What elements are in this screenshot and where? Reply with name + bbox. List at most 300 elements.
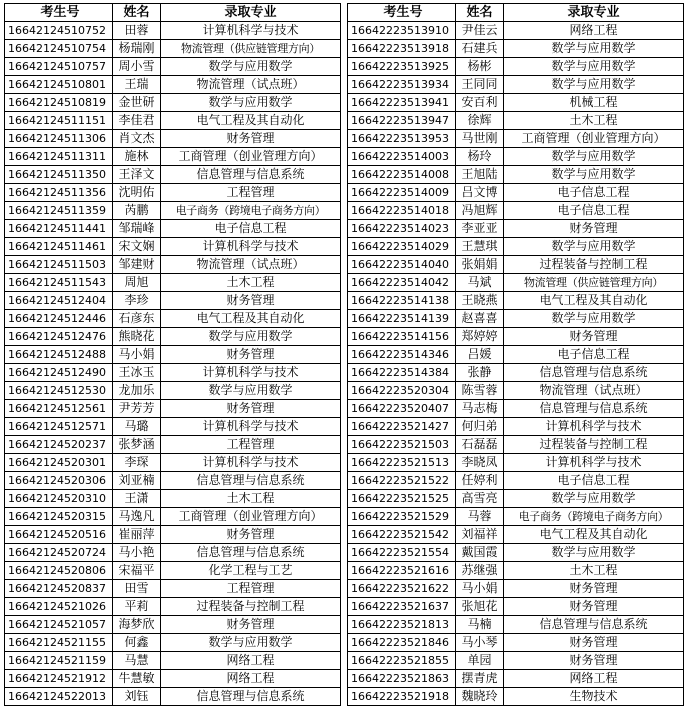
table-row: [5, 292, 684, 310]
major-cell: 信息管理与信息系统: [161, 472, 341, 490]
major-cell: 财务管理: [504, 580, 684, 598]
major-cell: 土木工程: [504, 562, 684, 580]
name-cell: 马楠: [456, 616, 504, 634]
name-cell: 马小娟: [113, 346, 161, 364]
exam-id-cell: 16642124520837: [5, 580, 113, 598]
column-gap: [341, 184, 348, 202]
column-gap: [341, 580, 348, 598]
major-cell: 财务管理: [504, 652, 684, 670]
column-gap: [341, 4, 348, 22]
exam-id-cell: 16642223521846: [348, 634, 456, 652]
major-cell: 土木工程: [504, 112, 684, 130]
name-cell: 海梦欣: [113, 616, 161, 634]
name-cell: 苏继强: [456, 562, 504, 580]
exam-id-cell: 16642124511503: [5, 256, 113, 274]
exam-id-cell: 16642124512561: [5, 400, 113, 418]
name-cell: 芮鹏: [113, 202, 161, 220]
column-gap: [341, 40, 348, 58]
exam-id-cell: 16642223514042: [348, 274, 456, 292]
column-gap: [341, 328, 348, 346]
column-gap: [341, 634, 348, 652]
major-cell: 财务管理: [161, 616, 341, 634]
name-cell: 张旭花: [456, 598, 504, 616]
major-cell: 电子商务（跨境电子商务方向）: [161, 202, 341, 220]
exam-id-cell: 16642223521529: [348, 508, 456, 526]
column-gap: [341, 382, 348, 400]
major-cell: 信息管理与信息系统: [161, 688, 341, 706]
admission-table: [4, 3, 684, 706]
exam-id-cell: 16642124521057: [5, 616, 113, 634]
column-gap: [341, 652, 348, 670]
exam-id-cell: 16642124511151: [5, 112, 113, 130]
major-cell: 数学与应用数学: [161, 94, 341, 112]
header-exam-id-2: 考生号: [348, 4, 456, 22]
name-cell: 王旭陆: [456, 166, 504, 184]
name-cell: 吕文博: [456, 184, 504, 202]
column-gap: [341, 94, 348, 112]
table-row: [5, 418, 684, 436]
major-cell: 数学与应用数学: [504, 76, 684, 94]
table-row: [5, 454, 684, 472]
column-gap: [341, 220, 348, 238]
major-cell: 电子信息工程: [504, 472, 684, 490]
column-gap: [341, 526, 348, 544]
major-cell: 工商管理（创业管理方向）: [161, 148, 341, 166]
major-cell: 计算机科学与技术: [504, 454, 684, 472]
table-row: [5, 400, 684, 418]
name-cell: 牛慧敏: [113, 670, 161, 688]
major-cell: 电子信息工程: [504, 184, 684, 202]
major-cell: 电子信息工程: [161, 220, 341, 238]
table-row: [5, 580, 684, 598]
major-cell: 网络工程: [504, 22, 684, 40]
table-row: [5, 652, 684, 670]
table-row: [5, 544, 684, 562]
major-cell: 数学与应用数学: [161, 634, 341, 652]
major-cell: 生物技术: [504, 688, 684, 706]
major-cell: 电气工程及其自动化: [504, 526, 684, 544]
name-cell: 李珍: [113, 292, 161, 310]
exam-id-cell: 16642223513910: [348, 22, 456, 40]
major-cell: 电气工程及其自动化: [161, 112, 341, 130]
table-row: [5, 310, 684, 328]
exam-id-cell: 16642223521813: [348, 616, 456, 634]
exam-id-cell: 16642223521622: [348, 580, 456, 598]
name-cell: 杨瑞刚: [113, 40, 161, 58]
exam-id-cell: 16642124520310: [5, 490, 113, 508]
exam-id-cell: 16642124511306: [5, 130, 113, 148]
name-cell: 王潇: [113, 490, 161, 508]
exam-id-cell: 16642124512530: [5, 382, 113, 400]
table-row: [5, 256, 684, 274]
name-cell: 龙加乐: [113, 382, 161, 400]
major-cell: 信息管理与信息系统: [504, 400, 684, 418]
exam-id-cell: 16642223521918: [348, 688, 456, 706]
exam-id-cell: 16642223521554: [348, 544, 456, 562]
exam-id-cell: 16642124511356: [5, 184, 113, 202]
major-cell: 数学与应用数学: [504, 40, 684, 58]
major-cell: 计算机科学与技术: [161, 22, 341, 40]
name-cell: 马志梅: [456, 400, 504, 418]
exam-id-cell: 16642124512446: [5, 310, 113, 328]
column-gap: [341, 274, 348, 292]
name-cell: 熊晓花: [113, 328, 161, 346]
exam-id-cell: 16642223514138: [348, 292, 456, 310]
column-gap: [341, 688, 348, 706]
name-cell: 马小艳: [113, 544, 161, 562]
name-cell: 尹佳云: [456, 22, 504, 40]
name-cell: 戴国霞: [456, 544, 504, 562]
major-cell: 计算机科学与技术: [504, 418, 684, 436]
exam-id-cell: 16642223521525: [348, 490, 456, 508]
exam-id-cell: 16642223520407: [348, 400, 456, 418]
name-cell: 杨玲: [456, 148, 504, 166]
name-cell: 肖文杰: [113, 130, 161, 148]
major-cell: 财务管理: [504, 634, 684, 652]
major-cell: 计算机科学与技术: [161, 454, 341, 472]
major-cell: 数学与应用数学: [504, 166, 684, 184]
major-cell: 计算机科学与技术: [161, 418, 341, 436]
exam-id-cell: 16642124511350: [5, 166, 113, 184]
name-cell: 马小娟: [456, 580, 504, 598]
name-cell: 何鑫: [113, 634, 161, 652]
column-gap: [341, 490, 348, 508]
exam-id-cell: 16642223521503: [348, 436, 456, 454]
major-cell: 电气工程及其自动化: [504, 292, 684, 310]
name-cell: 马璐: [113, 418, 161, 436]
table-row: [5, 526, 684, 544]
name-cell: 任婷利: [456, 472, 504, 490]
exam-id-cell: 16642223521513: [348, 454, 456, 472]
exam-id-cell: 16642223521522: [348, 472, 456, 490]
exam-id-cell: 16642223514384: [348, 364, 456, 382]
name-cell: 王慧琪: [456, 238, 504, 256]
major-cell: 土木工程: [161, 490, 341, 508]
name-cell: 李琛: [113, 454, 161, 472]
name-cell: 冯旭辉: [456, 202, 504, 220]
major-cell: 化学工程与工艺: [161, 562, 341, 580]
exam-id-cell: 16642124520306: [5, 472, 113, 490]
name-cell: 邹建财: [113, 256, 161, 274]
major-cell: 物流管理（试点班）: [161, 76, 341, 94]
exam-id-cell: 16642223513947: [348, 112, 456, 130]
table-row: [5, 22, 684, 40]
major-cell: 物流管理（供应链管理方向）: [504, 274, 684, 292]
exam-id-cell: 16642124512404: [5, 292, 113, 310]
major-cell: 网络工程: [161, 670, 341, 688]
table-row: [5, 238, 684, 256]
major-cell: 工程管理: [161, 580, 341, 598]
column-gap: [341, 508, 348, 526]
table-row: [5, 112, 684, 130]
name-cell: 何归弟: [456, 418, 504, 436]
name-cell: 安百利: [456, 94, 504, 112]
column-gap: [341, 238, 348, 256]
name-cell: 邹瑞峰: [113, 220, 161, 238]
table-row: [5, 184, 684, 202]
major-cell: 财务管理: [504, 220, 684, 238]
name-cell: 刘钰: [113, 688, 161, 706]
major-cell: 过程装备与控制工程: [161, 598, 341, 616]
major-cell: 计算机科学与技术: [161, 238, 341, 256]
header-name: 姓名: [113, 4, 161, 22]
name-cell: 王冰玉: [113, 364, 161, 382]
header-exam-id: 考生号: [5, 4, 113, 22]
table-row: [5, 328, 684, 346]
name-cell: 宋文娴: [113, 238, 161, 256]
exam-id-cell: 16642223514009: [348, 184, 456, 202]
exam-id-cell: 16642124521159: [5, 652, 113, 670]
major-cell: 信息管理与信息系统: [161, 544, 341, 562]
major-cell: 数学与应用数学: [161, 58, 341, 76]
exam-id-cell: 16642124520724: [5, 544, 113, 562]
major-cell: 电子信息工程: [504, 202, 684, 220]
major-cell: 计算机科学与技术: [161, 364, 341, 382]
table-row: [5, 382, 684, 400]
exam-id-cell: 16642124520516: [5, 526, 113, 544]
exam-id-cell: 16642124512571: [5, 418, 113, 436]
table-row: [5, 58, 684, 76]
major-cell: 电子商务（跨境电子商务方向）: [504, 508, 684, 526]
table-row: [5, 130, 684, 148]
exam-id-cell: 16642124520301: [5, 454, 113, 472]
name-cell: 石磊磊: [456, 436, 504, 454]
name-cell: 平莉: [113, 598, 161, 616]
name-cell: 郑婷婷: [456, 328, 504, 346]
exam-id-cell: 16642124521912: [5, 670, 113, 688]
table-row: [5, 616, 684, 634]
exam-id-cell: 16642223513953: [348, 130, 456, 148]
name-cell: 马蓉: [456, 508, 504, 526]
table-row: [5, 40, 684, 58]
column-gap: [341, 418, 348, 436]
major-cell: 信息管理与信息系统: [504, 364, 684, 382]
column-gap: [341, 76, 348, 94]
major-cell: 物流管理（试点班）: [504, 382, 684, 400]
column-gap: [341, 616, 348, 634]
name-cell: 徐辉: [456, 112, 504, 130]
column-gap: [341, 22, 348, 40]
name-cell: 高雪亮: [456, 490, 504, 508]
table-row: [5, 490, 684, 508]
major-cell: 数学与应用数学: [504, 490, 684, 508]
column-gap: [341, 58, 348, 76]
table-row: [5, 670, 684, 688]
name-cell: 赵喜喜: [456, 310, 504, 328]
table-row: [5, 508, 684, 526]
exam-id-cell: 16642124511461: [5, 238, 113, 256]
exam-id-cell: 16642223521637: [348, 598, 456, 616]
exam-id-cell: 16642124512476: [5, 328, 113, 346]
name-cell: 张静: [456, 364, 504, 382]
name-cell: 摆青虎: [456, 670, 504, 688]
column-gap: [341, 598, 348, 616]
exam-id-cell: 16642223521616: [348, 562, 456, 580]
name-cell: 陈雪蓉: [456, 382, 504, 400]
name-cell: 王泽文: [113, 166, 161, 184]
name-cell: 单园: [456, 652, 504, 670]
exam-id-cell: 16642223520304: [348, 382, 456, 400]
table-row: [5, 202, 684, 220]
exam-id-cell: 16642223513925: [348, 58, 456, 76]
exam-id-cell: 16642124512490: [5, 364, 113, 382]
name-cell: 田雪: [113, 580, 161, 598]
major-cell: 土木工程: [161, 274, 341, 292]
exam-id-cell: 16642223514003: [348, 148, 456, 166]
name-cell: 田蓉: [113, 22, 161, 40]
table-row: [5, 148, 684, 166]
major-cell: 电气工程及其自动化: [161, 310, 341, 328]
exam-id-cell: 16642124511441: [5, 220, 113, 238]
name-cell: 杨彬: [456, 58, 504, 76]
exam-id-cell: 16642124510754: [5, 40, 113, 58]
major-cell: 财务管理: [161, 400, 341, 418]
major-cell: 信息管理与信息系统: [161, 166, 341, 184]
exam-id-cell: 16642223514018: [348, 202, 456, 220]
name-cell: 王瑞: [113, 76, 161, 94]
name-cell: 石建兵: [456, 40, 504, 58]
table-row: [5, 346, 684, 364]
column-gap: [341, 670, 348, 688]
name-cell: 吕媛: [456, 346, 504, 364]
column-gap: [341, 544, 348, 562]
exam-id-cell: 16642124522013: [5, 688, 113, 706]
major-cell: 财务管理: [504, 328, 684, 346]
exam-id-cell: 16642124521026: [5, 598, 113, 616]
exam-id-cell: 16642124510819: [5, 94, 113, 112]
exam-id-cell: 16642124511543: [5, 274, 113, 292]
major-cell: 财务管理: [161, 292, 341, 310]
header-major: 录取专业: [161, 4, 341, 22]
exam-id-cell: 16642223514008: [348, 166, 456, 184]
table-row: [5, 472, 684, 490]
exam-id-cell: 16642124510801: [5, 76, 113, 94]
table-row: [5, 220, 684, 238]
table-row: [5, 274, 684, 292]
name-cell: 沈明佑: [113, 184, 161, 202]
name-cell: 金世研: [113, 94, 161, 112]
major-cell: 财务管理: [504, 598, 684, 616]
exam-id-cell: 16642124510757: [5, 58, 113, 76]
name-cell: 石彦东: [113, 310, 161, 328]
column-gap: [341, 310, 348, 328]
table-row: [5, 598, 684, 616]
major-cell: 网络工程: [161, 652, 341, 670]
major-cell: 机械工程: [504, 94, 684, 112]
name-cell: 张梦涵: [113, 436, 161, 454]
major-cell: 数学与应用数学: [161, 328, 341, 346]
name-cell: 马慧: [113, 652, 161, 670]
exam-id-cell: 16642124512488: [5, 346, 113, 364]
column-gap: [341, 400, 348, 418]
major-cell: 数学与应用数学: [504, 148, 684, 166]
column-gap: [341, 292, 348, 310]
name-cell: 王同同: [456, 76, 504, 94]
exam-id-cell: 16642223513941: [348, 94, 456, 112]
column-gap: [341, 166, 348, 184]
major-cell: 数学与应用数学: [504, 238, 684, 256]
name-cell: 马小琴: [456, 634, 504, 652]
column-gap: [341, 346, 348, 364]
name-cell: 张娟娟: [456, 256, 504, 274]
name-cell: 马斌: [456, 274, 504, 292]
major-cell: 物流管理（供应链管理方向）: [161, 40, 341, 58]
exam-id-cell: 16642223514029: [348, 238, 456, 256]
name-cell: 魏晓玲: [456, 688, 504, 706]
header-name-2: 姓名: [456, 4, 504, 22]
exam-id-cell: 16642223521855: [348, 652, 456, 670]
table-row: [5, 436, 684, 454]
exam-id-cell: 16642223521427: [348, 418, 456, 436]
name-cell: 李亚亚: [456, 220, 504, 238]
table-row: [5, 634, 684, 652]
header-row: [5, 4, 684, 22]
name-cell: 李佳君: [113, 112, 161, 130]
name-cell: 马逸凡: [113, 508, 161, 526]
major-cell: 电子信息工程: [504, 346, 684, 364]
major-cell: 过程装备与控制工程: [504, 256, 684, 274]
major-cell: 财务管理: [161, 526, 341, 544]
name-cell: 崔丽萍: [113, 526, 161, 544]
column-gap: [341, 454, 348, 472]
major-cell: 数学与应用数学: [504, 58, 684, 76]
exam-id-cell: 16642223521542: [348, 526, 456, 544]
column-gap: [341, 112, 348, 130]
major-cell: 工商管理（创业管理方向）: [504, 130, 684, 148]
exam-id-cell: 16642124520806: [5, 562, 113, 580]
major-cell: 数学与应用数学: [504, 310, 684, 328]
column-gap: [341, 472, 348, 490]
major-cell: 财务管理: [161, 130, 341, 148]
exam-id-cell: 16642223514346: [348, 346, 456, 364]
major-cell: 工程管理: [161, 184, 341, 202]
major-cell: 财务管理: [161, 346, 341, 364]
major-cell: 过程装备与控制工程: [504, 436, 684, 454]
table-row: [5, 364, 684, 382]
exam-id-cell: 16642223514040: [348, 256, 456, 274]
major-cell: 网络工程: [504, 670, 684, 688]
exam-id-cell: 16642124520315: [5, 508, 113, 526]
column-gap: [341, 130, 348, 148]
exam-id-cell: 16642223513918: [348, 40, 456, 58]
major-cell: 工程管理: [161, 436, 341, 454]
exam-id-cell: 16642124521155: [5, 634, 113, 652]
exam-id-cell: 16642223521863: [348, 670, 456, 688]
table-row: [5, 76, 684, 94]
exam-id-cell: 16642124511359: [5, 202, 113, 220]
name-cell: 宋福平: [113, 562, 161, 580]
name-cell: 周小雪: [113, 58, 161, 76]
column-gap: [341, 436, 348, 454]
column-gap: [341, 148, 348, 166]
column-gap: [341, 364, 348, 382]
table-row: [5, 562, 684, 580]
exam-id-cell: 16642223514139: [348, 310, 456, 328]
column-gap: [341, 202, 348, 220]
name-cell: 尹芳芳: [113, 400, 161, 418]
name-cell: 李晓凤: [456, 454, 504, 472]
name-cell: 施林: [113, 148, 161, 166]
header-major-2: 录取专业: [504, 4, 684, 22]
column-gap: [341, 562, 348, 580]
exam-id-cell: 16642223514023: [348, 220, 456, 238]
major-cell: 工商管理（创业管理方向）: [161, 508, 341, 526]
table-row: [5, 688, 684, 706]
name-cell: 刘福祥: [456, 526, 504, 544]
exam-id-cell: 16642223513934: [348, 76, 456, 94]
name-cell: 周旭: [113, 274, 161, 292]
major-cell: 物流管理（试点班）: [161, 256, 341, 274]
